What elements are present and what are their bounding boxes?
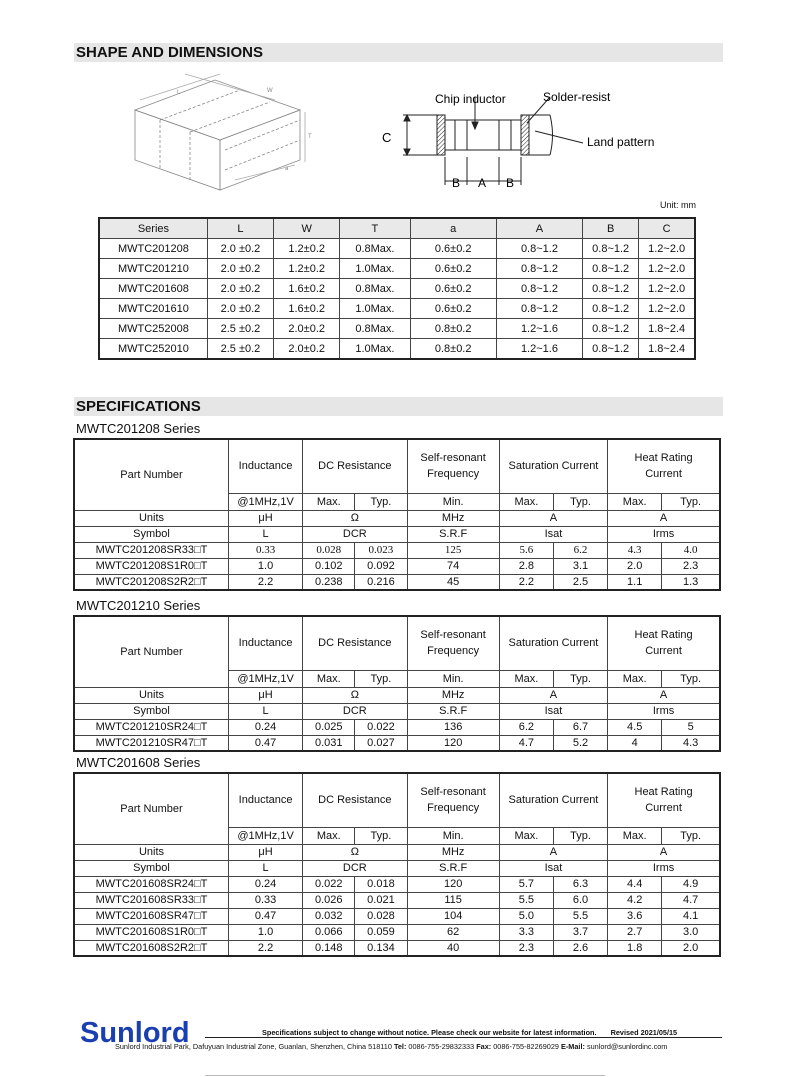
units-label: Units bbox=[74, 844, 228, 860]
dim-label-b-left: B bbox=[452, 176, 461, 190]
table-cell: 4.7 bbox=[662, 892, 720, 908]
table-cell: Max. bbox=[499, 827, 553, 844]
land-pattern-drawing bbox=[375, 85, 675, 195]
part-number-cell: MWTC201608S1R0□T bbox=[74, 924, 228, 940]
heat-line1: Heat Rating bbox=[634, 786, 693, 799]
column-header: A bbox=[496, 218, 582, 239]
table-cell: Ω bbox=[303, 510, 407, 526]
table-cell: Max. bbox=[499, 493, 553, 510]
part-number-cell: MWTC201608SR24□T bbox=[74, 876, 228, 892]
table-cell: 0.022 bbox=[355, 719, 407, 735]
table-cell: 1.0Max. bbox=[340, 299, 410, 319]
header-saturation-current: Saturation Current bbox=[499, 773, 607, 827]
box-label-l: L bbox=[177, 90, 181, 96]
table-cell: 0.134 bbox=[355, 940, 407, 956]
table-cell: 0.6±0.2 bbox=[410, 259, 496, 279]
table-cell: 1.2~2.0 bbox=[639, 279, 695, 299]
table-cell: 0.026 bbox=[303, 892, 355, 908]
units-label: Units bbox=[74, 510, 228, 526]
spec-section-title: SPECIFICATIONS bbox=[74, 397, 723, 416]
header-condition: @1MHz,1V bbox=[228, 493, 302, 510]
table-cell: 0.216 bbox=[355, 574, 407, 590]
land-pattern-label: Land pattern bbox=[587, 135, 655, 149]
part-number-cell: MWTC201210SR47□T bbox=[74, 735, 228, 751]
column-header: T bbox=[340, 218, 410, 239]
table-cell: L bbox=[228, 703, 302, 719]
table-row bbox=[74, 574, 720, 590]
table-cell: 2.0 bbox=[608, 558, 662, 574]
table-cell: 1.8~2.4 bbox=[639, 319, 695, 339]
table-cell: 4.4 bbox=[608, 876, 662, 892]
table-cell: 5.7 bbox=[499, 876, 553, 892]
part-number-cell: MWTC201208S1R0□T bbox=[74, 558, 228, 574]
table-cell: 0.8Max. bbox=[340, 319, 410, 339]
table-cell: 40 bbox=[407, 940, 499, 956]
table-cell: A bbox=[499, 844, 607, 860]
srf-line2: Frequency bbox=[427, 645, 480, 658]
part-number-cell: MWTC201208S2R2□T bbox=[74, 574, 228, 590]
table-row bbox=[99, 319, 695, 339]
table-cell: 2.2 bbox=[228, 940, 302, 956]
table-cell: μH bbox=[228, 844, 302, 860]
table-cell: Typ. bbox=[662, 827, 720, 844]
box-label-t: T bbox=[308, 134, 312, 140]
srf-line2: Frequency bbox=[427, 468, 480, 481]
table-cell: 0.8~1.2 bbox=[583, 299, 639, 319]
table-cell: 1.2~2.0 bbox=[639, 259, 695, 279]
brand-logo: Sunlord bbox=[80, 1017, 190, 1049]
table-cell: MWTC201610 bbox=[99, 299, 207, 319]
spec-table-mwtc201608 bbox=[73, 772, 721, 957]
table-cell: 5.5 bbox=[499, 892, 553, 908]
header-saturation-current: Saturation Current bbox=[499, 616, 607, 670]
header-heat-rating bbox=[608, 773, 720, 827]
table-cell: Max. bbox=[608, 827, 662, 844]
table-cell: Max. bbox=[303, 493, 355, 510]
header-condition: @1MHz,1V bbox=[228, 670, 302, 687]
header-dc-resistance: DC Resistance bbox=[303, 616, 407, 670]
table-cell: 0.47 bbox=[228, 908, 302, 924]
table-cell: 2.0 bbox=[662, 940, 720, 956]
series-title-1: MWTC201208 Series bbox=[76, 421, 201, 436]
table-cell: 1.8 bbox=[608, 940, 662, 956]
table-cell: MWTC201210 bbox=[99, 259, 207, 279]
table-cell: 115 bbox=[407, 892, 499, 908]
table-cell: Irms bbox=[608, 526, 720, 542]
part-number-cell: MWTC201608S2R2□T bbox=[74, 940, 228, 956]
column-header: Series bbox=[99, 218, 207, 239]
table-cell: 0.8Max. bbox=[340, 239, 410, 259]
table-cell: 1.6±0.2 bbox=[274, 299, 340, 319]
table-row bbox=[74, 924, 720, 940]
header-condition: @1MHz,1V bbox=[228, 827, 302, 844]
table-row bbox=[99, 239, 695, 259]
table-cell: Max. bbox=[303, 670, 355, 687]
box-label-a: a bbox=[285, 166, 289, 172]
table-cell: 0.018 bbox=[355, 876, 407, 892]
spec-table-mwtc201208 bbox=[73, 438, 721, 591]
table-cell: 4.9 bbox=[662, 876, 720, 892]
column-header: a bbox=[410, 218, 496, 239]
table-cell: 0.8~1.2 bbox=[583, 259, 639, 279]
unit-note: Unit: mm bbox=[660, 200, 696, 210]
units-label: Units bbox=[74, 687, 228, 703]
table-cell: 0.022 bbox=[303, 876, 355, 892]
table-cell: 0.028 bbox=[303, 542, 355, 558]
table-cell: 2.5 ±0.2 bbox=[207, 339, 273, 360]
table-cell: 3.7 bbox=[553, 924, 607, 940]
table-cell: DCR bbox=[303, 703, 407, 719]
table-cell: 6.3 bbox=[553, 876, 607, 892]
table-cell: Typ. bbox=[355, 493, 407, 510]
table-cell: 2.0 ±0.2 bbox=[207, 239, 273, 259]
table-cell: 2.0±0.2 bbox=[274, 319, 340, 339]
heat-line2: Current bbox=[645, 802, 682, 815]
table-cell: 4.1 bbox=[662, 908, 720, 924]
table-row bbox=[74, 542, 720, 558]
heat-line2: Current bbox=[645, 645, 682, 658]
table-cell: 0.6±0.2 bbox=[410, 239, 496, 259]
table-cell: 2.3 bbox=[662, 558, 720, 574]
table-cell: 0.24 bbox=[228, 876, 302, 892]
table-cell: 6.7 bbox=[553, 719, 607, 735]
table-cell: 6.2 bbox=[499, 719, 553, 735]
table-cell: 0.8~1.2 bbox=[583, 279, 639, 299]
table-cell: 0.8~1.2 bbox=[583, 339, 639, 360]
table-cell: 0.027 bbox=[355, 735, 407, 751]
table-cell: 5.5 bbox=[553, 908, 607, 924]
table-cell: 120 bbox=[407, 735, 499, 751]
table-cell: 1.8~2.4 bbox=[639, 339, 695, 360]
table-row bbox=[74, 439, 720, 493]
table-cell: 1.2~1.6 bbox=[496, 339, 582, 360]
tel-value: 0086-755-29832333 bbox=[408, 1042, 475, 1051]
table-cell: 3.6 bbox=[608, 908, 662, 924]
table-cell: 6.2 bbox=[553, 542, 607, 558]
table-row bbox=[74, 844, 720, 860]
table-cell: 0.025 bbox=[303, 719, 355, 735]
table-cell: Min. bbox=[407, 827, 499, 844]
table-cell: 1.2~2.0 bbox=[639, 239, 695, 259]
bottom-rule bbox=[205, 1075, 605, 1076]
table-cell: 1.0Max. bbox=[340, 259, 410, 279]
notice-text: Specifications subject to change without notice. Please check our website for latest information. bbox=[262, 1028, 597, 1037]
column-header: L bbox=[207, 218, 273, 239]
table-cell: 2.3 bbox=[499, 940, 553, 956]
table-cell: Typ. bbox=[355, 670, 407, 687]
table-cell: 2.0 ±0.2 bbox=[207, 279, 273, 299]
table-row bbox=[74, 526, 720, 542]
header-inductance: Inductance bbox=[228, 773, 302, 827]
footer-address bbox=[115, 1042, 667, 1051]
table-cell: A bbox=[608, 687, 720, 703]
table-cell: Irms bbox=[608, 703, 720, 719]
table-cell: 62 bbox=[407, 924, 499, 940]
table-cell: 2.2 bbox=[228, 574, 302, 590]
shape-section-title: SHAPE AND DIMENSIONS bbox=[74, 43, 723, 62]
table-cell: L bbox=[228, 526, 302, 542]
table-cell: MWTC201208 bbox=[99, 239, 207, 259]
table-row bbox=[74, 687, 720, 703]
srf-line1: Self-resonant bbox=[420, 629, 486, 642]
table-cell: 5.6 bbox=[499, 542, 553, 558]
header-heat-rating bbox=[608, 439, 720, 493]
header-inductance: Inductance bbox=[228, 439, 302, 493]
email-label: E-Mail: bbox=[561, 1042, 585, 1051]
fax-label: Fax: bbox=[476, 1042, 492, 1051]
address-text: Sunlord Industrial Park, Dafuyuan Industrial Zone, Guanlan, Shenzhen, China 518110 bbox=[115, 1042, 392, 1051]
table-cell: Ω bbox=[303, 844, 407, 860]
table-cell: 0.066 bbox=[303, 924, 355, 940]
table-cell: 125 bbox=[407, 542, 499, 558]
heat-line2: Current bbox=[645, 468, 682, 481]
box-label-w: W bbox=[267, 88, 273, 94]
table-cell: 1.1 bbox=[608, 574, 662, 590]
table-cell: 1.2±0.2 bbox=[274, 239, 340, 259]
table-cell: 4.2 bbox=[608, 892, 662, 908]
table-cell: 0.24 bbox=[228, 719, 302, 735]
table-cell: Min. bbox=[407, 670, 499, 687]
table-cell: 4.0 bbox=[662, 542, 720, 558]
tel-label: Tel: bbox=[393, 1042, 407, 1051]
table-cell: 1.2~2.0 bbox=[639, 299, 695, 319]
fax-value: 0086-755-82269029 bbox=[493, 1042, 559, 1051]
table-cell: Irms bbox=[608, 860, 720, 876]
table-cell: 0.023 bbox=[355, 542, 407, 558]
table-cell: 104 bbox=[407, 908, 499, 924]
table-cell: 1.0 bbox=[228, 924, 302, 940]
column-header: W bbox=[274, 218, 340, 239]
header-part-number: Part Number bbox=[74, 773, 228, 844]
table-row bbox=[74, 735, 720, 751]
table-cell: Typ. bbox=[553, 827, 607, 844]
header-part-number: Part Number bbox=[74, 439, 228, 510]
table-cell: 0.028 bbox=[355, 908, 407, 924]
table-cell: 0.059 bbox=[355, 924, 407, 940]
column-header: B bbox=[583, 218, 639, 239]
table-cell: Typ. bbox=[553, 493, 607, 510]
symbol-label: Symbol bbox=[74, 526, 228, 542]
header-srf bbox=[407, 616, 499, 670]
table-cell: MWTC201608 bbox=[99, 279, 207, 299]
part-number-cell: MWTC201210SR24□T bbox=[74, 719, 228, 735]
table-cell: 0.8~1.2 bbox=[496, 279, 582, 299]
series-title-3: MWTC201608 Series bbox=[76, 755, 201, 770]
header-inductance: Inductance bbox=[228, 616, 302, 670]
table-cell: 4 bbox=[608, 735, 662, 751]
table-cell: 5.2 bbox=[553, 735, 607, 751]
table-row bbox=[74, 892, 720, 908]
table-cell: Min. bbox=[407, 493, 499, 510]
table-cell: 0.148 bbox=[303, 940, 355, 956]
table-cell: 1.0Max. bbox=[340, 339, 410, 360]
table-cell: 0.6±0.2 bbox=[410, 299, 496, 319]
footer-notice bbox=[262, 1028, 677, 1037]
table-cell: 4.7 bbox=[499, 735, 553, 751]
table-row bbox=[74, 876, 720, 892]
table-cell: S.R.F bbox=[407, 526, 499, 542]
table-cell: 0.8±0.2 bbox=[410, 319, 496, 339]
chip-3d-drawing bbox=[125, 70, 315, 195]
table-cell: Isat bbox=[499, 703, 607, 719]
table-cell: Max. bbox=[303, 827, 355, 844]
heat-line1: Heat Rating bbox=[634, 629, 693, 642]
table-cell: Typ. bbox=[553, 670, 607, 687]
table-row bbox=[74, 616, 720, 670]
table-cell: Isat bbox=[499, 526, 607, 542]
table-cell: 120 bbox=[407, 876, 499, 892]
table-cell: Max. bbox=[499, 670, 553, 687]
header-dc-resistance: DC Resistance bbox=[303, 439, 407, 493]
table-cell: 0.238 bbox=[303, 574, 355, 590]
table-cell: S.R.F bbox=[407, 703, 499, 719]
table-cell: 2.2 bbox=[499, 574, 553, 590]
table-cell: 0.031 bbox=[303, 735, 355, 751]
table-cell: 0.8~1.2 bbox=[583, 319, 639, 339]
table-cell: 2.6 bbox=[553, 940, 607, 956]
symbol-label: Symbol bbox=[74, 703, 228, 719]
table-cell: 0.33 bbox=[228, 542, 302, 558]
table-cell: 0.8~1.2 bbox=[496, 299, 582, 319]
table-cell: A bbox=[499, 510, 607, 526]
footer-divider bbox=[205, 1037, 722, 1038]
table-cell: 2.0 ±0.2 bbox=[207, 299, 273, 319]
table-cell: MHz bbox=[407, 510, 499, 526]
table-cell: S.R.F bbox=[407, 860, 499, 876]
heat-line1: Heat Rating bbox=[634, 452, 693, 465]
table-cell: 4.3 bbox=[662, 735, 720, 751]
table-cell: 45 bbox=[407, 574, 499, 590]
part-number-cell: MWTC201608SR47□T bbox=[74, 908, 228, 924]
table-cell: μH bbox=[228, 510, 302, 526]
table-cell: 3.0 bbox=[662, 924, 720, 940]
table-row bbox=[74, 940, 720, 956]
table-cell: 2.0 ±0.2 bbox=[207, 259, 273, 279]
table-cell: 2.7 bbox=[608, 924, 662, 940]
table-cell: 0.8~1.2 bbox=[496, 259, 582, 279]
dim-label-b-right: B bbox=[506, 176, 515, 190]
table-cell: Isat bbox=[499, 860, 607, 876]
table-cell: 1.2~1.6 bbox=[496, 319, 582, 339]
table-cell: Typ. bbox=[355, 827, 407, 844]
table-cell: MWTC252008 bbox=[99, 319, 207, 339]
table-cell: 2.5 ±0.2 bbox=[207, 319, 273, 339]
table-row bbox=[74, 703, 720, 719]
table-cell: A bbox=[608, 510, 720, 526]
table-cell: 6.0 bbox=[553, 892, 607, 908]
table-row bbox=[99, 279, 695, 299]
revised-date: Revised 2021/05/15 bbox=[610, 1028, 678, 1037]
spec-table-mwtc201210 bbox=[73, 615, 721, 752]
table-cell: A bbox=[499, 687, 607, 703]
table-header-row bbox=[99, 218, 695, 239]
table-cell: 5 bbox=[662, 719, 720, 735]
table-cell: 2.8 bbox=[499, 558, 553, 574]
dim-label-a: A bbox=[478, 176, 487, 190]
table-cell: 2.0±0.2 bbox=[274, 339, 340, 360]
table-cell: 0.032 bbox=[303, 908, 355, 924]
header-saturation-current: Saturation Current bbox=[499, 439, 607, 493]
table-cell: 4.3 bbox=[608, 542, 662, 558]
table-cell: Typ. bbox=[662, 493, 720, 510]
table-row bbox=[74, 510, 720, 526]
table-row bbox=[74, 908, 720, 924]
table-cell: 0.8±0.2 bbox=[410, 339, 496, 360]
srf-line2: Frequency bbox=[427, 802, 480, 815]
table-cell: 0.102 bbox=[303, 558, 355, 574]
table-cell: 0.33 bbox=[228, 892, 302, 908]
table-cell: 136 bbox=[407, 719, 499, 735]
header-heat-rating bbox=[608, 616, 720, 670]
column-header: C bbox=[639, 218, 695, 239]
table-cell: 5.0 bbox=[499, 908, 553, 924]
table-cell: Typ. bbox=[662, 670, 720, 687]
table-cell: A bbox=[608, 844, 720, 860]
table-cell: 1.6±0.2 bbox=[274, 279, 340, 299]
table-cell: 3.1 bbox=[553, 558, 607, 574]
table-cell: Ω bbox=[303, 687, 407, 703]
header-srf bbox=[407, 773, 499, 827]
table-cell: 0.021 bbox=[355, 892, 407, 908]
header-dc-resistance: DC Resistance bbox=[303, 773, 407, 827]
table-row bbox=[74, 558, 720, 574]
table-row bbox=[99, 339, 695, 360]
email-value: sunlord@sunlordinc.com bbox=[586, 1042, 668, 1051]
table-cell: 74 bbox=[407, 558, 499, 574]
srf-line1: Self-resonant bbox=[420, 786, 486, 799]
dim-label-c: C bbox=[382, 130, 392, 145]
table-cell: 2.5 bbox=[553, 574, 607, 590]
table-cell: 3.3 bbox=[499, 924, 553, 940]
table-row bbox=[99, 299, 695, 319]
table-row bbox=[74, 773, 720, 827]
table-cell: 0.8~1.2 bbox=[496, 239, 582, 259]
part-number-cell: MWTC201608SR33□T bbox=[74, 892, 228, 908]
table-cell: 0.8~1.2 bbox=[583, 239, 639, 259]
table-cell: 1.0 bbox=[228, 558, 302, 574]
series-title-2: MWTC201210 Series bbox=[76, 598, 201, 613]
table-cell: 1.3 bbox=[662, 574, 720, 590]
table-cell: Max. bbox=[608, 670, 662, 687]
table-cell: L bbox=[228, 860, 302, 876]
symbol-label: Symbol bbox=[74, 860, 228, 876]
solder-resist-label: Solder-resist bbox=[543, 90, 611, 104]
table-cell: 0.6±0.2 bbox=[410, 279, 496, 299]
table-row bbox=[99, 259, 695, 279]
table-cell: MHz bbox=[407, 844, 499, 860]
table-cell: Max. bbox=[608, 493, 662, 510]
table-cell: 0.47 bbox=[228, 735, 302, 751]
table-cell: MHz bbox=[407, 687, 499, 703]
table-cell: μH bbox=[228, 687, 302, 703]
table-row bbox=[74, 719, 720, 735]
table-cell: MWTC252010 bbox=[99, 339, 207, 360]
chip-inductor-label: Chip inductor bbox=[435, 92, 506, 106]
header-srf bbox=[407, 439, 499, 493]
table-cell: 0.092 bbox=[355, 558, 407, 574]
table-row bbox=[74, 860, 720, 876]
part-number-cell: MWTC201208SR33□T bbox=[74, 542, 228, 558]
table-cell: 1.2±0.2 bbox=[274, 259, 340, 279]
srf-line1: Self-resonant bbox=[420, 452, 486, 465]
table-cell: 0.8Max. bbox=[340, 279, 410, 299]
header-part-number: Part Number bbox=[74, 616, 228, 687]
table-cell: DCR bbox=[303, 860, 407, 876]
table-cell: DCR bbox=[303, 526, 407, 542]
dimensions-table bbox=[98, 217, 696, 360]
table-cell: 4.5 bbox=[608, 719, 662, 735]
